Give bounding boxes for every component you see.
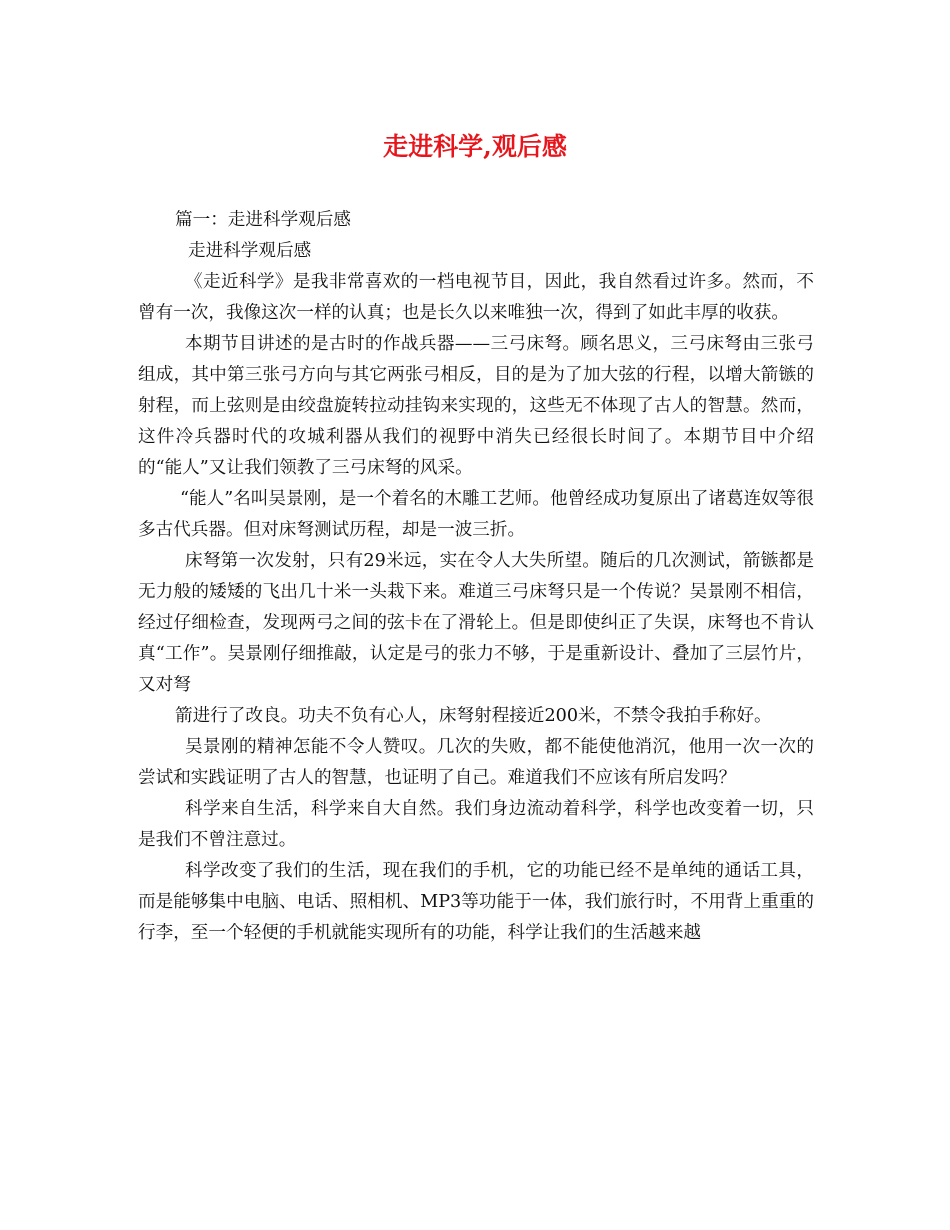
paragraph-3: “能人”名叫吴景刚，是一个着名的木雕工艺师。他曾经成功复原出了诸葛连奴等很多古代兵器。但对床弩测试历程，却是一波三折。 xyxy=(138,489,814,540)
paragraph-5: 箭进行了改良。功夫不负有心人，床弩射程接近200米，不禁令我拍手称好。 xyxy=(175,706,772,726)
paragraph-7: 科学来自生活，科学来自大自然。我们身边流动着科学，科学也改变着一切，只是我们不曾注意过。 xyxy=(138,799,814,850)
paragraph-8: 科学改变了我们的生活，现在我们的手机，它的功能已经不是单纯的通话工具，而是能够集中电脑、电话、照相机、MP3等功能于一体，我们旅行时，不用背上重重的行李，至一个轻便的手机就能实现所有的功能，科学让我们的生活越来越 xyxy=(138,861,814,943)
sub-heading: 走进科学观后感 xyxy=(188,241,312,261)
section-heading: 篇一：走进科学观后感 xyxy=(175,210,351,230)
paragraph-4: 床弩第一次发射，只有29米远，实在令人大失所望。随后的几次测试，箭镞都是无力般的矮矮的飞出几十米一头栽下来。难道三弓床弩只是一个传说？吴景刚不相信，经过仔细检查，发现两弓之间的弦卡在了滑轮上。但是即使纠正了失误，床弩也不肯认真“工作”。吴景刚仔细推敲，认定是弓的张力不够，于是重新设计、叠加了三层竹片，又对弩 xyxy=(138,551,814,695)
document-body xyxy=(138,205,814,949)
paragraph-6: 吴景刚的精神怎能不令人赞叹。几次的失败，都不能使他消沉，他用一次一次的尝试和实践证明了古人的智慧，也证明了自己。难道我们不应该有所启发吗？ xyxy=(138,737,814,788)
paragraph-1: 《走近科学》是我非常喜欢的一档电视节目，因此，我自然看过许多。然而，不曾有一次，我像这次一样的认真；也是长久以来唯独一次，得到了如此丰厚的收获。 xyxy=(138,272,814,323)
document-title: 走进科学,观后感 xyxy=(383,132,567,161)
paragraph-2: 本期节目讲述的是古时的作战兵器——三弓床弩。顾名思义，三弓床弩由三张弓组成，其中第三张弓方向与其它两张弓相反，目的是为了加大弦的行程，以增大箭镞的射程，而上弦则是由绞盘旋转拉动挂钩来实现的，这些无不体现了古人的智慧。然而，这件冷兵器时代的攻城利器从我们的视野中消失已经很长时间了。本期节目中介绍的“能人”又让我们领教了三弓床弩的风采。 xyxy=(138,334,814,478)
